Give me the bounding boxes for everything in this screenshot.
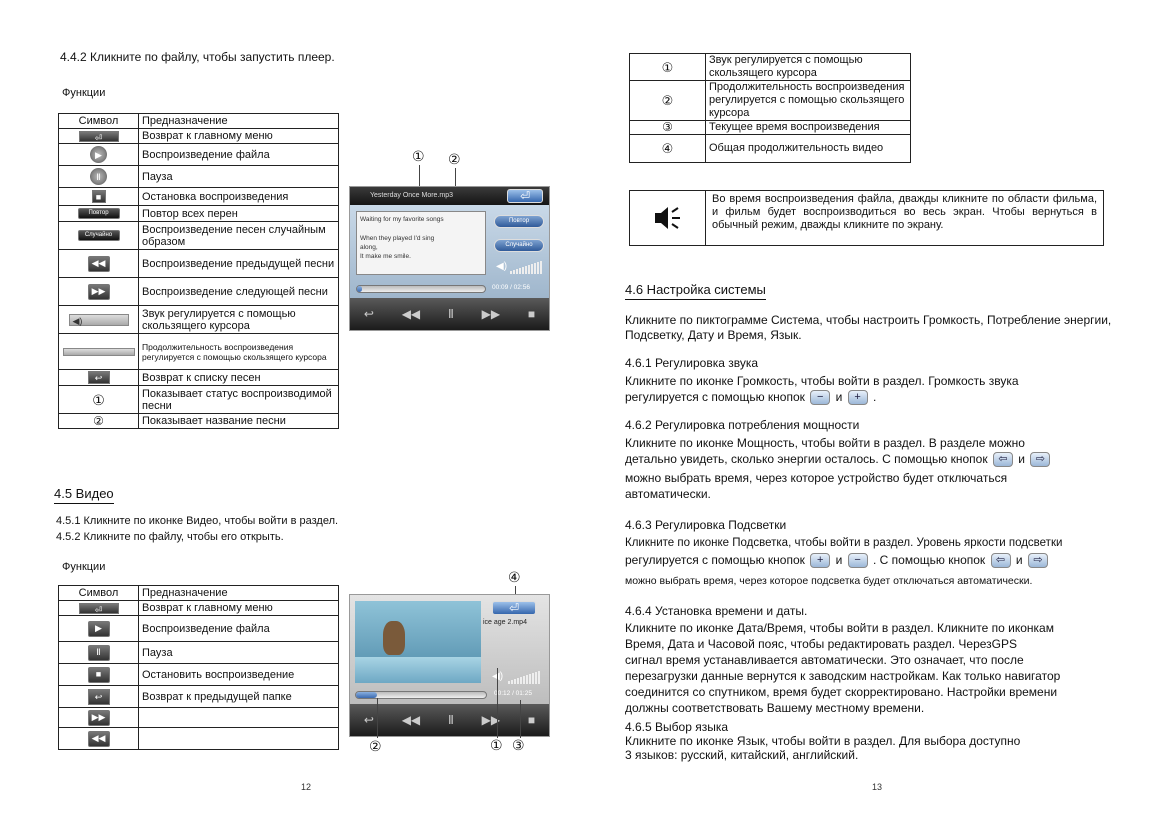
- pause-icon: Ⅱ: [447, 307, 454, 321]
- section-title-text: 4.6 Настройка системы: [625, 282, 766, 300]
- table-row: [59, 664, 339, 686]
- col-header-symbol: Символ: [59, 586, 139, 601]
- datetime-line: Время, Дата и Часовой пояс, чтобы редактировать раздел. ЧерезGPS: [625, 637, 1018, 651]
- table-row: [59, 306, 339, 334]
- table-row: [59, 334, 339, 370]
- circled-one-icon: ①: [59, 386, 139, 414]
- backlight-text-mid: . С помощью кнопок: [872, 553, 986, 567]
- language-text-b: 3 языков: русский, китайский, английский.: [625, 748, 859, 762]
- next-icon: ▶▶: [481, 713, 501, 727]
- pause-icon: Ⅱ: [90, 168, 107, 185]
- table-row: [59, 708, 339, 728]
- col-header-symbol: Символ: [59, 114, 139, 129]
- player-controls: [350, 298, 549, 330]
- table-row: [59, 206, 339, 222]
- left-arrow-button-icon: ⇦: [991, 553, 1011, 568]
- table-row: [59, 278, 339, 306]
- table-row: [59, 188, 339, 206]
- datetime-line: Кликните по иконке Дата/Время, чтобы войти в раздел. Кликните по иконкам: [625, 621, 1054, 635]
- previous-icon: ◀◀: [88, 256, 110, 272]
- speaker-icon: [630, 191, 706, 245]
- table-row: [59, 601, 339, 616]
- play-icon: ▶: [88, 621, 110, 637]
- row-desc: Возврат к главному меню: [139, 601, 339, 616]
- previous-icon: ◀◀: [401, 713, 421, 727]
- stop-icon: ■: [88, 667, 110, 683]
- backlight-text-b: регулируется с помощью кнопок: [625, 553, 805, 567]
- table-row: [59, 250, 339, 278]
- power-title: 4.6.2 Регулировка потребления мощности: [625, 418, 860, 432]
- squirrel-figure: [383, 621, 405, 655]
- table-row: [59, 414, 339, 429]
- callout-two: ②: [369, 738, 382, 754]
- row-desc: Воспроизведение файла: [139, 616, 339, 642]
- callout-number: ④: [630, 135, 706, 163]
- row-desc: Остановить воспроизведение: [139, 664, 339, 686]
- row-desc: [139, 728, 339, 750]
- table-row: [59, 166, 339, 188]
- stop-icon: ■: [527, 713, 536, 727]
- volume-bars: [510, 260, 542, 274]
- and-word: и: [835, 390, 843, 404]
- language-text-a: Кликните по иконке Язык, чтобы войти в раздел. Для выбора доступно: [625, 734, 1021, 748]
- row-desc: Возврат к предыдущей папке: [139, 686, 339, 708]
- functions-label: Функции: [62, 87, 106, 99]
- audio-functions-table: [58, 113, 339, 429]
- plus-button-icon: +: [848, 390, 868, 405]
- ice-floor: [355, 657, 481, 683]
- row-desc: Показывает название песни: [139, 414, 339, 429]
- video-filename: ice age 2.mp4: [483, 619, 527, 626]
- lyric-line: Waiting for my favorite songs: [360, 216, 444, 223]
- back-folder-icon: ↩: [363, 713, 374, 727]
- power-text-b-line: [625, 452, 1052, 467]
- plus-button-icon: +: [810, 553, 830, 568]
- row-desc: Воспроизведение следующей песни: [139, 278, 339, 306]
- table-row: [59, 386, 339, 414]
- power-text-a: Кликните по иконке Мощность, чтобы войти в раздел. В разделе можно: [625, 436, 1025, 450]
- next-icon: ▶▶: [481, 307, 501, 321]
- backlight-text-c: можно выбрать время, через которое подсветка будет отключаться автоматически.: [625, 575, 1033, 587]
- table-row: [59, 686, 339, 708]
- page-number: 12: [301, 782, 312, 792]
- stop-icon: ■: [527, 307, 536, 321]
- callout-three: ③: [512, 737, 525, 753]
- previous-icon: ◀◀: [401, 307, 421, 321]
- back-to-list-icon: ↩: [88, 371, 110, 384]
- back-folder-icon: ↩: [88, 689, 110, 705]
- datetime-title: 4.6.4 Установка времени и даты.: [625, 604, 808, 618]
- video-step-1: 4.5.1 Кликните по иконке Видео, чтобы войти в раздел.: [56, 515, 339, 527]
- datetime-line: соединится со спутником, время будет скорректировано. Настройки времени: [625, 685, 1058, 699]
- volume-slider-icon: ◀): [69, 314, 129, 326]
- row-desc: Воспроизведение файла: [139, 144, 339, 166]
- audio-player-screenshot: [349, 186, 550, 331]
- row-desc: Возврат к главному меню: [139, 129, 339, 144]
- callout-number: ②: [630, 81, 706, 121]
- backlight-text-b-line: [625, 553, 1050, 568]
- row-desc: Воспроизведение предыдущей песни: [139, 250, 339, 278]
- and-word: и: [1018, 452, 1025, 466]
- sound-text-a: Кликните по иконке Громкость, чтобы войти в раздел. Громкость звука: [625, 374, 1019, 388]
- lyric-line: along,: [360, 244, 378, 251]
- row-desc: Общая продолжительность видео: [706, 135, 911, 163]
- functions-label-video: Функции: [62, 561, 106, 573]
- time-display: 00:09 / 02:56: [492, 284, 530, 291]
- row-desc: Продолжительность воспроизведения регулируется с помощью скользящего курсора: [139, 334, 339, 370]
- repeat-button: Повтор: [494, 215, 544, 228]
- repeat-all-icon: Повтор: [78, 208, 120, 219]
- sound-text-b: регулируется с помощью кнопок: [625, 390, 805, 404]
- sound-text-b-line: [625, 390, 876, 405]
- row-desc: Звук регулируется с помощью скользящего курсора: [706, 54, 911, 81]
- table-row: [630, 54, 911, 81]
- next-icon: ▶▶: [88, 710, 110, 726]
- video-step-2: 4.5.2 Кликните по файлу, чтобы его открыть.: [56, 531, 284, 543]
- table-row: [630, 135, 911, 163]
- fullscreen-note: [629, 190, 1104, 246]
- row-desc: Продолжительность воспроизведения регулируется с помощью скользящего курсора: [706, 81, 911, 121]
- callout-line: [497, 668, 498, 738]
- player-intro: 4.4.2 Кликните по файлу, чтобы запустить плеер.: [60, 50, 335, 64]
- video-frame: [355, 601, 481, 683]
- row-desc: [139, 708, 339, 728]
- callout-line: [520, 700, 521, 738]
- section-title-text: 4.5 Видео: [54, 486, 114, 504]
- return-main-icon: ⏎: [79, 131, 119, 142]
- table-row: [630, 81, 911, 121]
- player-body: [350, 205, 549, 298]
- left-arrow-button-icon: ⇦: [993, 452, 1013, 467]
- right-arrow-button-icon: ⇨: [1028, 553, 1048, 568]
- shuffle-button: Случайно: [494, 239, 544, 252]
- callout-one: ①: [490, 737, 503, 753]
- song-title: Yesterday Once More.mp3: [350, 187, 549, 205]
- lyrics-box: [356, 211, 486, 275]
- shuffle-icon: Случайно: [78, 230, 120, 241]
- callout-number: ③: [630, 121, 706, 135]
- return-main-icon: ⏎: [492, 601, 536, 615]
- backlight-text-a: Кликните по иконке Подсветка, чтобы войти в раздел. Уровень яркости подсветки: [625, 537, 1063, 549]
- table-row: [59, 370, 339, 386]
- callout-four: ④: [508, 569, 521, 585]
- row-desc: Пауза: [139, 166, 339, 188]
- table-row: [59, 129, 339, 144]
- table-row: [59, 222, 339, 250]
- col-header-purpose: Предназначение: [139, 114, 339, 129]
- row-desc: Возврат к списку песен: [139, 370, 339, 386]
- and-word: и: [835, 553, 843, 567]
- lyric-line: When they played I'd sing: [360, 235, 435, 242]
- speaker-icon: ◀): [496, 261, 508, 272]
- circled-two-icon: ②: [59, 414, 139, 429]
- datetime-line: перезагрузки данные вернутся к заводским настройкам. Как только навигатор: [625, 669, 1061, 683]
- progress-bar: [355, 691, 487, 699]
- return-main-icon: ⏎: [507, 189, 543, 203]
- power-text-d: автоматически.: [625, 487, 711, 501]
- speaker-icon: [653, 204, 683, 232]
- row-desc: Пауза: [139, 642, 339, 664]
- play-icon: ▶: [90, 146, 107, 163]
- table-row: [59, 616, 339, 642]
- row-desc: Остановка воспроизведения: [139, 188, 339, 206]
- callout-number: ①: [630, 54, 706, 81]
- row-desc: Звук регулируется с помощью скользящего курсора: [139, 306, 339, 334]
- and-word: и: [1015, 553, 1023, 567]
- pause-icon: Ⅱ: [88, 645, 110, 661]
- right-page: [583, 0, 1166, 826]
- previous-icon: ◀◀: [88, 731, 110, 747]
- power-text-c: можно выбрать время, через которое устройство будет отключаться: [625, 471, 1008, 485]
- row-desc: Показывает статус воспроизводимой песни: [139, 386, 339, 414]
- table-row: [59, 728, 339, 750]
- video-callout-table: [629, 53, 911, 163]
- pause-icon: Ⅱ: [447, 713, 454, 727]
- datetime-line: сигнал время устанавливается автоматически. Это означает, что после: [625, 653, 1024, 667]
- lyric-line: It make me smile.: [360, 253, 411, 260]
- progress-bar: [356, 285, 486, 293]
- minus-button-icon: −: [810, 390, 830, 405]
- return-main-icon: ⏎: [79, 603, 119, 614]
- backlight-title: 4.6.3 Регулировка Подсветки: [625, 518, 787, 532]
- sound-title: 4.6.1 Регулировка звука: [625, 356, 759, 370]
- callout-two: ②: [448, 151, 461, 167]
- power-text-b: детально увидеть, сколько энергии осталось. С помощью кнопок: [625, 452, 988, 466]
- row-desc: Текущее время воспроизведения: [706, 121, 911, 135]
- table-row: [59, 642, 339, 664]
- col-header-purpose: Предназначение: [139, 586, 339, 601]
- section-system-title: [625, 282, 766, 300]
- stop-icon: ■: [92, 190, 106, 203]
- minus-button-icon: −: [848, 553, 868, 568]
- next-icon: ▶▶: [88, 284, 110, 300]
- system-intro: Кликните по пиктограмме Система, чтобы настроить Громкость, Потребление энергии, Подсветку, Дату и Время, Язык.: [625, 313, 1112, 342]
- right-arrow-button-icon: ⇨: [1030, 452, 1050, 467]
- datetime-line: должны соответствовать Вашему местному времени.: [625, 701, 925, 715]
- progress-slider-icon: [63, 348, 135, 356]
- callout-line: [377, 698, 378, 738]
- note-text: Во время воспроизведения файла, дважды кликните по области фильма, и фильм будет воспроизводиться во весь экран. Чтобы вернуться в обычный режим, дважды кликните по экрану.: [712, 193, 1097, 231]
- period: .: [872, 390, 877, 404]
- row-desc: Повтор всех перен: [139, 206, 339, 222]
- video-functions-table: [58, 585, 339, 750]
- page-number: 13: [872, 782, 883, 792]
- language-title: 4.6.5 Выбор языка: [625, 720, 729, 734]
- callout-one: ①: [412, 148, 425, 164]
- section-video-title: [54, 486, 114, 504]
- speaker-icon: ◀): [492, 671, 504, 682]
- volume-bars: [508, 670, 540, 684]
- back-to-list-icon: ↩: [363, 307, 374, 321]
- time-display: 00:12 / 01:25: [494, 690, 532, 697]
- table-row: [630, 121, 911, 135]
- row-desc: Воспроизведение песен случайным образом: [139, 222, 339, 250]
- table-row: [59, 144, 339, 166]
